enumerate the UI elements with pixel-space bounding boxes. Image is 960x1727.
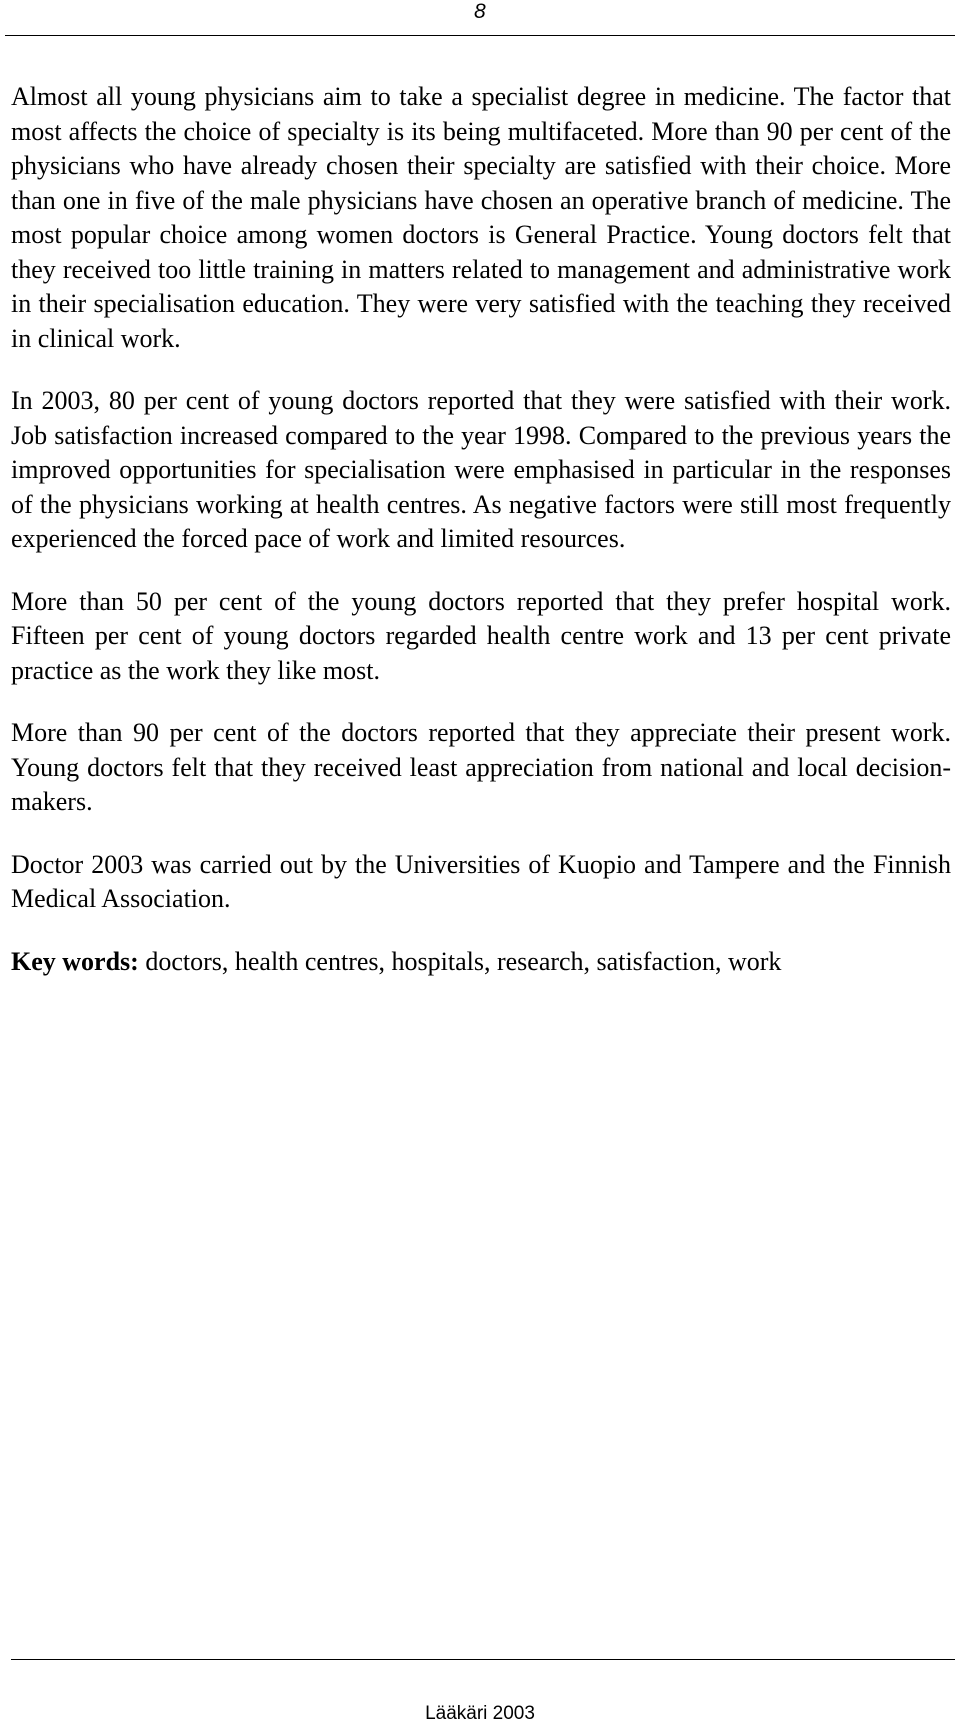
paragraph-study-conductors: Doctor 2003 was carried out by the Universities of Kuopio and Tampere and the Finnish Medical Association. xyxy=(11,849,951,913)
footer-publication: Lääkäri 2003 xyxy=(425,1703,535,1724)
keywords-label: Key words: xyxy=(11,946,139,976)
paragraph-job-satisfaction: In 2003, 80 per cent of young doctors reported that they were satisfied with their work. Job satisfaction increased compared to the year 1998. Compared to the previous years the improved opportunities for specialisation were emphasised in particular in the responses of the physicians working at health centres. As negative factors were still most frequently experienced the forced pace of work and limited resources. xyxy=(11,386,951,553)
paragraph-appreciation: More than 90 per cent of the doctors reported that they appreciate their present work. Young doctors felt that they received least appreciation from national and local decision-makers. xyxy=(11,718,951,816)
page-number: 8 xyxy=(474,0,486,23)
header-rule xyxy=(5,35,955,36)
paragraph-work-preference: More than 50 per cent of the young doctors reported that they prefer hospital work. Fifteen per cent of young doctors regarded health centre work and 13 per cent private practice as the work they like most. xyxy=(11,586,951,685)
footer-rule xyxy=(11,1659,955,1660)
keywords-list: doctors, health centres, hospitals, research, satisfaction, work xyxy=(138,946,782,976)
abstract-body xyxy=(11,80,951,979)
paragraph-specialty-choice: Almost all young physicians aim to take a specialist degree in medicine. The factor that most affects the choice of specialty is its being multifaceted. More than 90 per cent of the physicians who have already chosen their specialty are satisfied with their choice. More than one in five of the male physicians have chosen an operative branch of medicine. The most popular choice among women doctors is General Practice. Young doctors felt that they received too little training in matters related to management and administrative work in their specialisation education. They were very satisfied with the teaching they received in clinical work. xyxy=(11,82,951,353)
keywords-line xyxy=(11,945,951,980)
